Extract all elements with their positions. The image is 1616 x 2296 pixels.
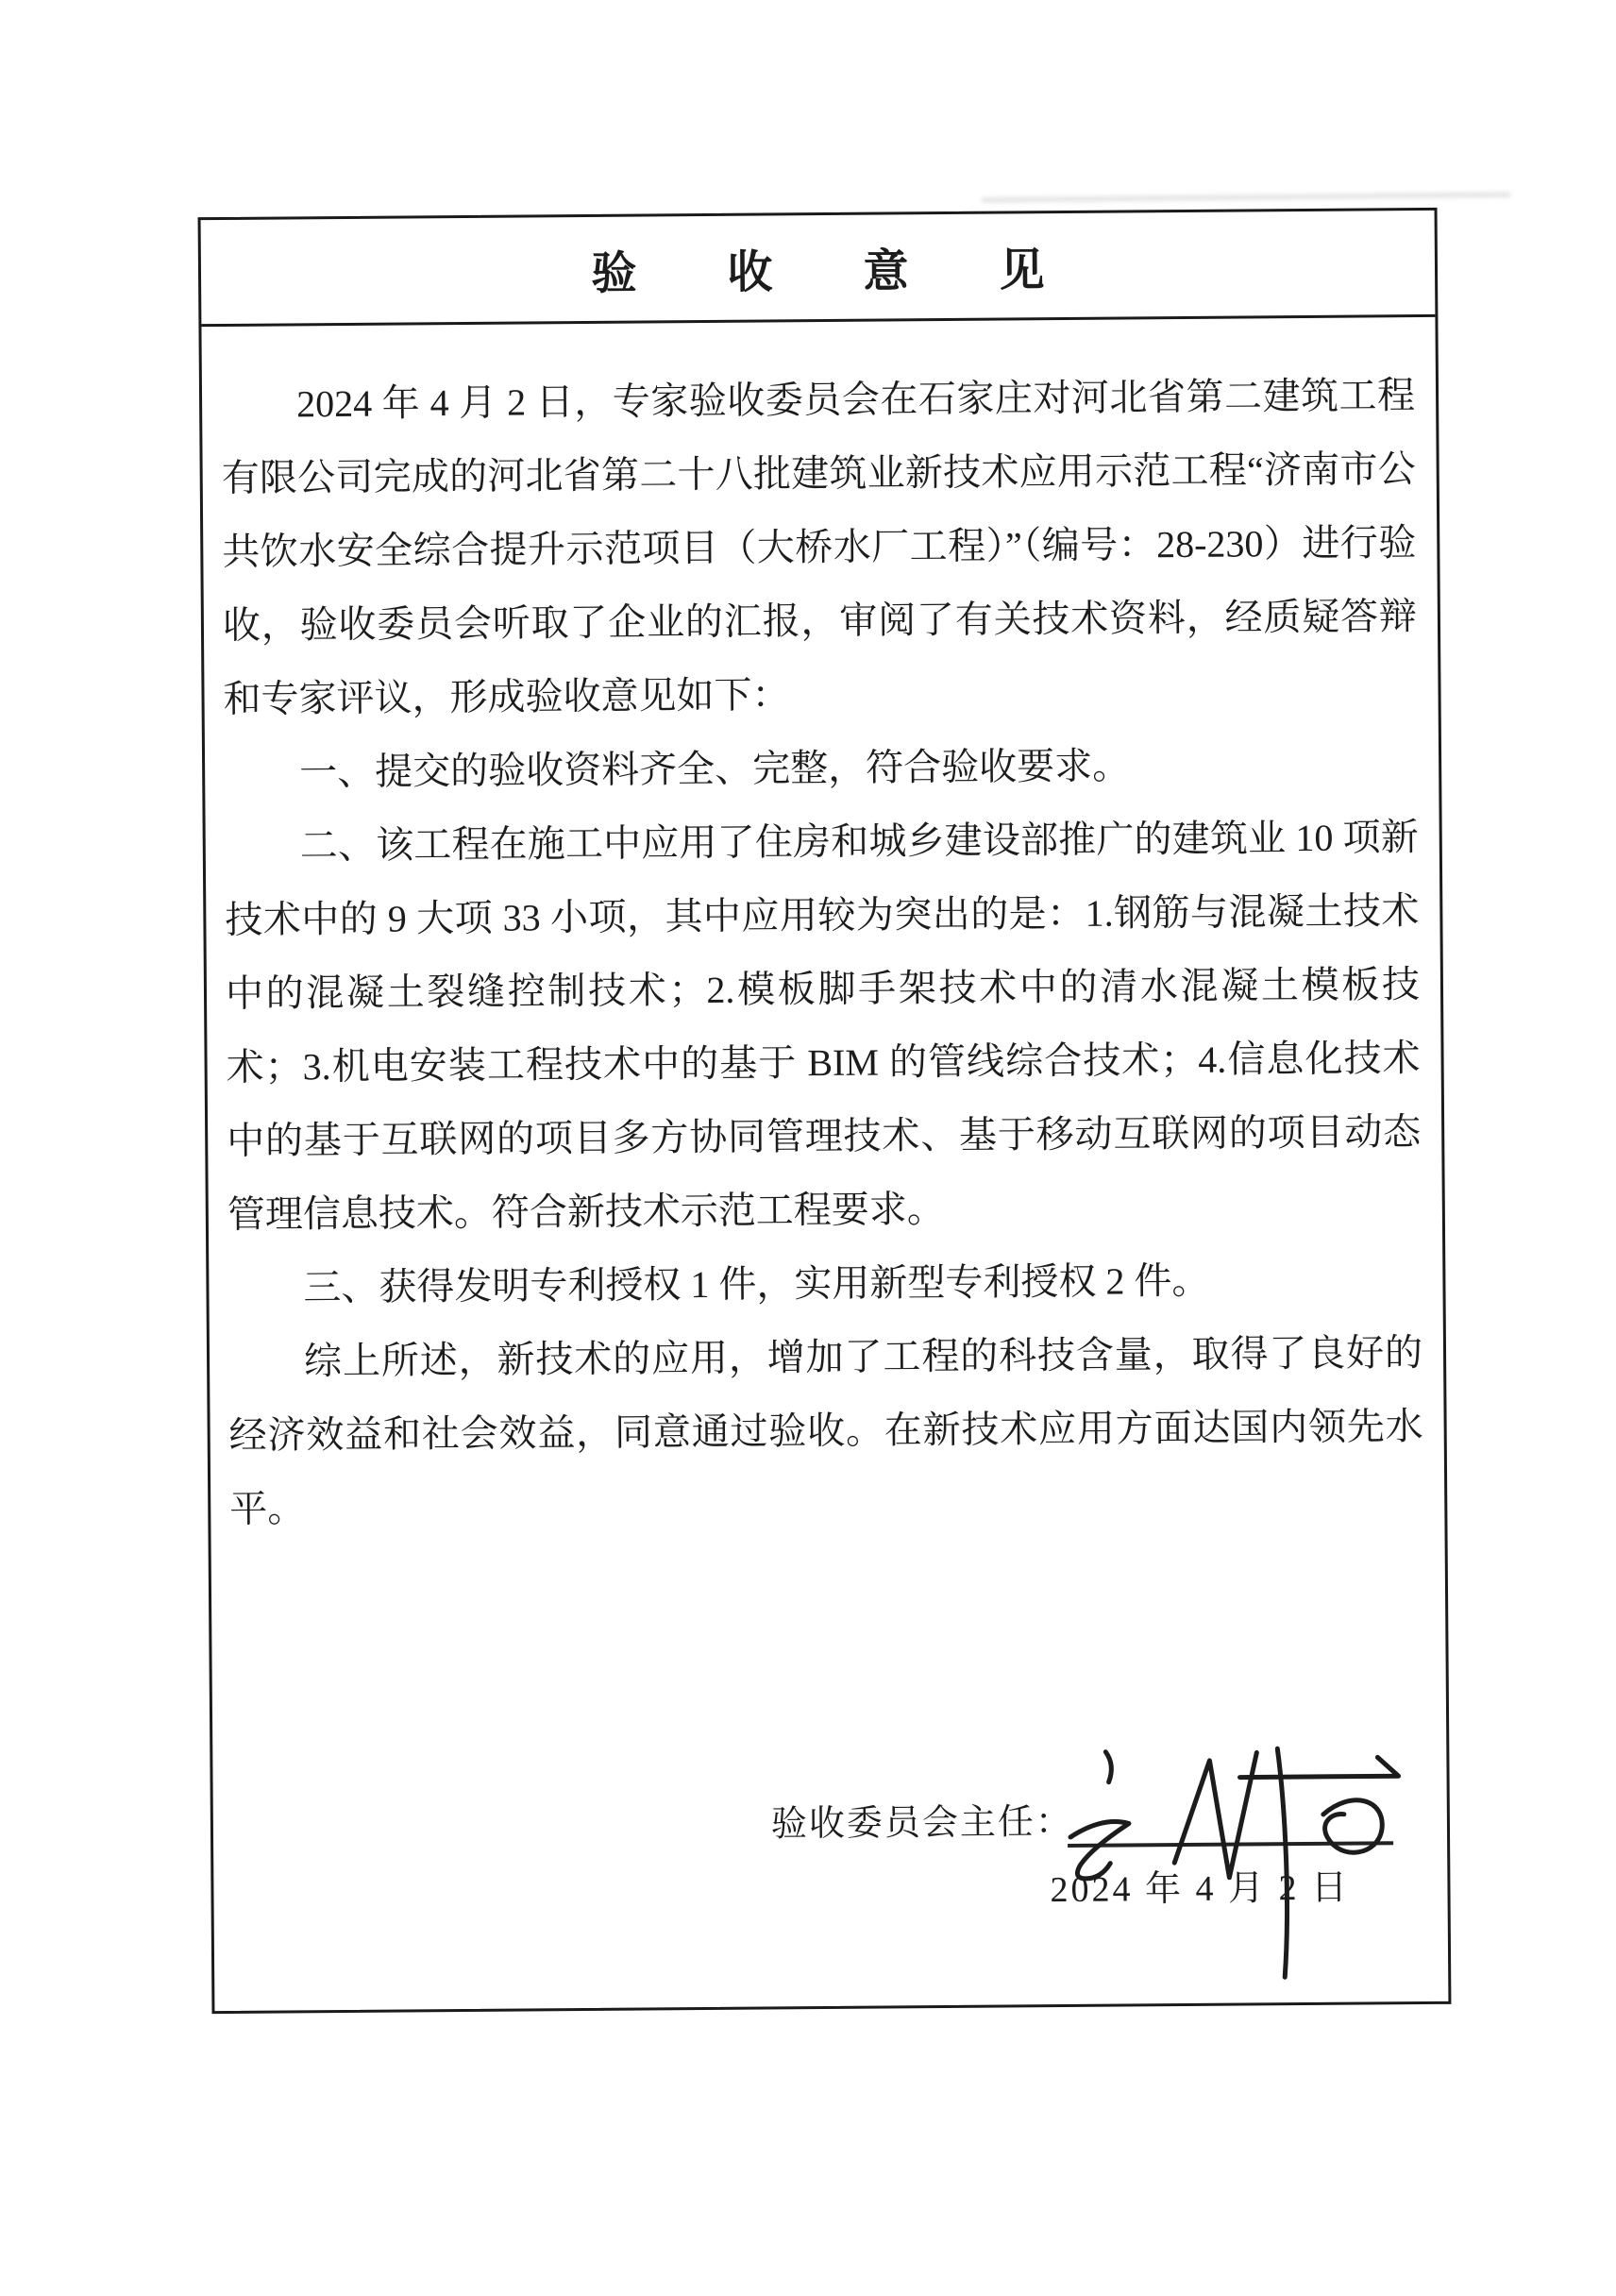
opinion-body — [201, 317, 1444, 1546]
body-paragraph-intro: 2024 年 4 月 2 日，专家验收委员会在石家庄对河北省第二建筑工程有限公司完成的河北省第二十八批建筑业新技术应用示范工程“济南市公共饮水安全综合提升示范项目（大桥水厂工程）”（编号：28-230）进行验收，验收委员会听取了企业的汇报，审阅了有关技术资料，经质疑答辩和专家评议，形成验收意见如下： — [221, 374, 1418, 720]
body-paragraph-item-3: 三、获得发明专利授权 1 件，实用新型专利授权 2 件。 — [303, 1258, 1210, 1309]
body-paragraph-conclusion: 综上所述，新技术的应用，增加了工程的科技含量，取得了良好的经济效益和社会效益，同意通过验收。在新技术应用方面达国内领先水平。 — [228, 1331, 1423, 1530]
scan-artifact-streak — [982, 192, 1510, 203]
acceptance-opinion-form — [198, 208, 1452, 2014]
form-title-band — [201, 211, 1436, 327]
body-paragraph-item-2: 二、该工程在施工中应用了住房和城乡建设部推广的建筑业 10 项新技术中的 9 大项 33 小项，其中应用较为突出的是：1.钢筋与混凝土技术中的混凝土裂缝控制技术；2.模板脚手架技术中的清水混凝土模板技术；3.机电安装工程技术中的基于 BIM 的管线综合技术；4.信息化技术中的基于互联网的项目多方协同管理技术、基于移动互联网的项目动态管理信息技术。符合新技术示范工程要求。 — [225, 816, 1422, 1236]
signature-label: 验收委员会主任： — [770, 1801, 1074, 1845]
signature-date: 2024 年 4 月 2 日 — [1050, 1867, 1351, 1911]
signature-section — [212, 1759, 1448, 1995]
form-title: 验收意见 — [591, 244, 1136, 299]
body-paragraph-item-1: 一、提交的验收资料齐全、完整，符合验收要求。 — [298, 744, 1131, 794]
